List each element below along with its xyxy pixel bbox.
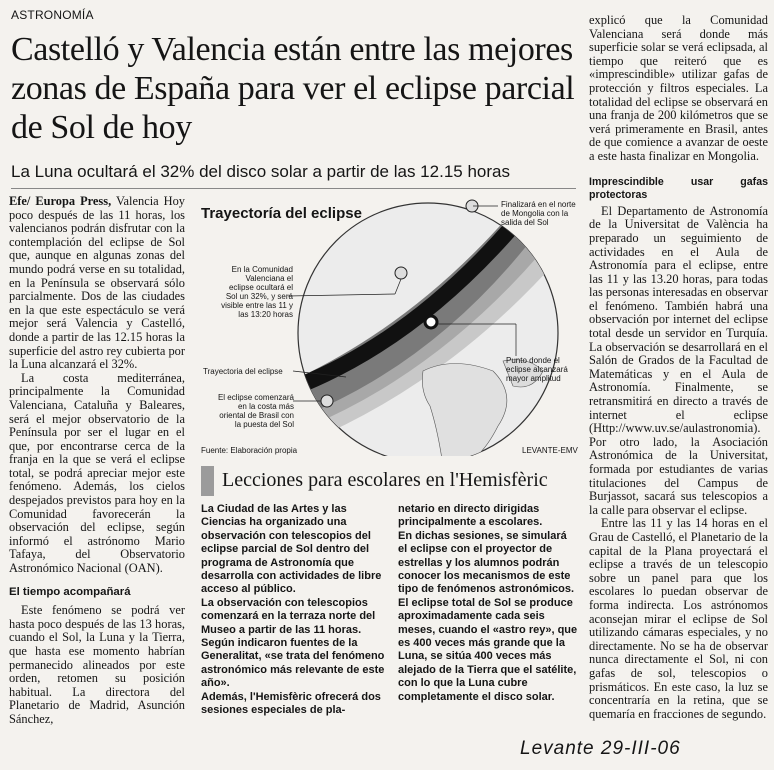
handwritten-note: Levante 29-III-06: [520, 738, 681, 759]
marker-valencia: [395, 267, 407, 279]
marker-maximum: [425, 316, 437, 328]
subheadline: La Luna ocultará el 32% del disco solar a partir de las 12.15 horas: [11, 162, 510, 181]
box-right-p3: El eclipse total de Sol se produce aproximadamente cada seis meses, cuando el «astro rey», que es 400 veces más grande que la Luna, se sitúa 400 veces más alejado de la Tierra que el satélite, con lo que la Luna cubre completamente el disco solar.: [398, 596, 578, 703]
box-title: [201, 466, 577, 496]
headline: Castelló y Valencia están entre las mejores zonas de España para ver el eclipse parcial de Sol de hoy: [11, 31, 575, 146]
paragraph-2: La costa mediterránea, principalmente la Comunidad Valenciana, Cataluña y Baleares, será el mejor observatorio de la Península por ser el lugar en el que, por encontrarse cerca de la franja en la que se verá el eclipse total, se podrá apreciar mejor este fenómeno. Además, los cielos despejados previstos para hoy en la Comunidad favorecerán la observación del eclipse, según informó el astrónomo Mario Tafaya, del Observatorio Astronómico Nacional (OAN).: [9, 370, 185, 576]
paragraph-3: Este fenómeno se podrá ver hasta poco después de las 13 horas, cuando el Sol, la Luna y la Tierra, que hasta ese momento habrían permanecido alineados por este orden, retomen su posición habitual. La directora del Planetario de Madrid, Asunción Sánchez,: [9, 603, 185, 726]
box-left-p3: Además, l'Hemisfèric ofrecerá dos sesiones especiales de pla-: [201, 690, 381, 717]
box-title-text: Lecciones para escolares en l'Hemisfèric: [222, 469, 548, 491]
col3-paragraph-1: explicó que la Comunidad Valenciana será donde más superficie solar se verá eclipsada, al tiempo que reiteró que es «imprescindible» utilizar gafas de protección y filtros especiales. La totalidad del eclipse se observará en una franja de 200 kilómetros que se verá primeramente en Brasil, antes de que comience a avanzar de oeste a este hasta finalizar en Mongolia.: [589, 14, 768, 163]
column-left: [9, 195, 185, 755]
box-left-p1: La Ciudad de las Artes y las Ciencias ha organizado una observación con telescopios del eclipse parcial de Sol dentro del programa de Astronomía que desarrolla con actividades de libre acceso al público.: [201, 503, 382, 596]
byline: Efe/ Europa Press,: [9, 195, 112, 208]
col3-paragraph-2: El Departamento de Astronomía de la Universitat de València ha preparado un seguimiento de actividades en el Aula de Astronomía para el eclipse, entre las 11 y las 13.20 horas, para todas las personas interesadas en observar el fenómeno. También habrá una observación por internet del eclipse total desde un servidor en Turquía. La observación se desarrollará en el Salón de Grados de la Facultad de Matemáticas y en el Aula de Astronomía. Finalmente, se retransmitirá en directo a través de internet el eclipse (Http://www.uv.se/aulastronomia). Por otro lado, la Asociación Astronómica de la Universitat, formada por estudiantes de varias titulaciones del Campus de Burjassot, sacará sus telescopios a la calle para observar el eclipse.: [589, 203, 768, 517]
label-comunidad: En la Comunidad Valenciana el eclipse ocultará el Sol un 32%, y será visible entre las 11 y las 13:20 horas: [221, 265, 293, 319]
graphic-credit: LEVANTE-EMV: [522, 446, 578, 455]
col3-paragraph-3: Entre las 11 y las 14 horas en el Grau de Castelló, el Planetario de la capital de la Plana proyectará el eclipse a través de un telescopio sobre un panel para que los escolares lo puedan observar de forma indirecta. Los astrónomos aconsejan mirar el eclipse de Sol utilizando cámaras especiales, y no directamente. No se ha de observar nunca directamente el Sol, ni con gafas de sol, telescopios o prismáticos. En este caso, la luz se concentraría en la retina, que se quemaría en fracciones de segundo.: [589, 516, 768, 721]
column-right: [589, 14, 768, 730]
subhead-tiempo: El tiempo acompañará: [9, 585, 131, 598]
paragraph-1: [9, 195, 185, 372]
box-column-right: [398, 503, 578, 728]
marker-brasil: [321, 395, 333, 407]
subheadline-rule: [11, 188, 576, 189]
box-column-left: [201, 503, 386, 728]
label-finalizara: Finalizará en el norte de Mongolia con la salida del Sol: [501, 200, 576, 227]
paragraph-1-text: Valencia Hoy poco después de las 11 horas, los valencianos podrán disfrutar con la contemplación del eclipse de Sol que, aunque en algunas zonas del mundo podrá verse en su totalidad, en la Península se observará sólo parcialmente. Dos de las ciudades en la que este espectáculo se verá mejor será Valencia y Castelló, donde a partir de las 12.15 horas la superficie del astro rey cubierta por la Luna alcanzará el 32%.: [9, 195, 185, 372]
graphic-title: Trayectoría del eclipse: [201, 205, 362, 222]
box-right-p2: En dichas sesiones, se simulará el eclipse con el proyector de estrellas y los alumnos podrán conocer los mecanismos de este tipo de fenómenos astronómicos.: [398, 529, 575, 596]
section-label: ASTRONOMÍA: [11, 8, 94, 22]
label-punto: Punto donde el eclipse alcanzará mayor amplitud: [506, 356, 568, 383]
label-comenzara: El eclipse comenzará en la costa más oriental de Brasil con la puesta del Sol: [217, 393, 294, 429]
label-trayectoria: Trayectoria del eclipse: [203, 367, 283, 376]
graphic-source: Fuente: Elaboración propia: [201, 446, 298, 455]
subhead-gafas: Imprescindible usar gafas protectoras: [589, 175, 768, 202]
box-left-p2: La observación con telescopios comenzará en la terraza norte del Museo a partir de las 11 horas. Según indicaron fuentes de la Generalitat, «se trata del fenómeno astronómico más relevante de este año».: [201, 596, 385, 690]
box-right-p1: netario en directo dirigidas principalmente a escolares.: [398, 503, 543, 529]
